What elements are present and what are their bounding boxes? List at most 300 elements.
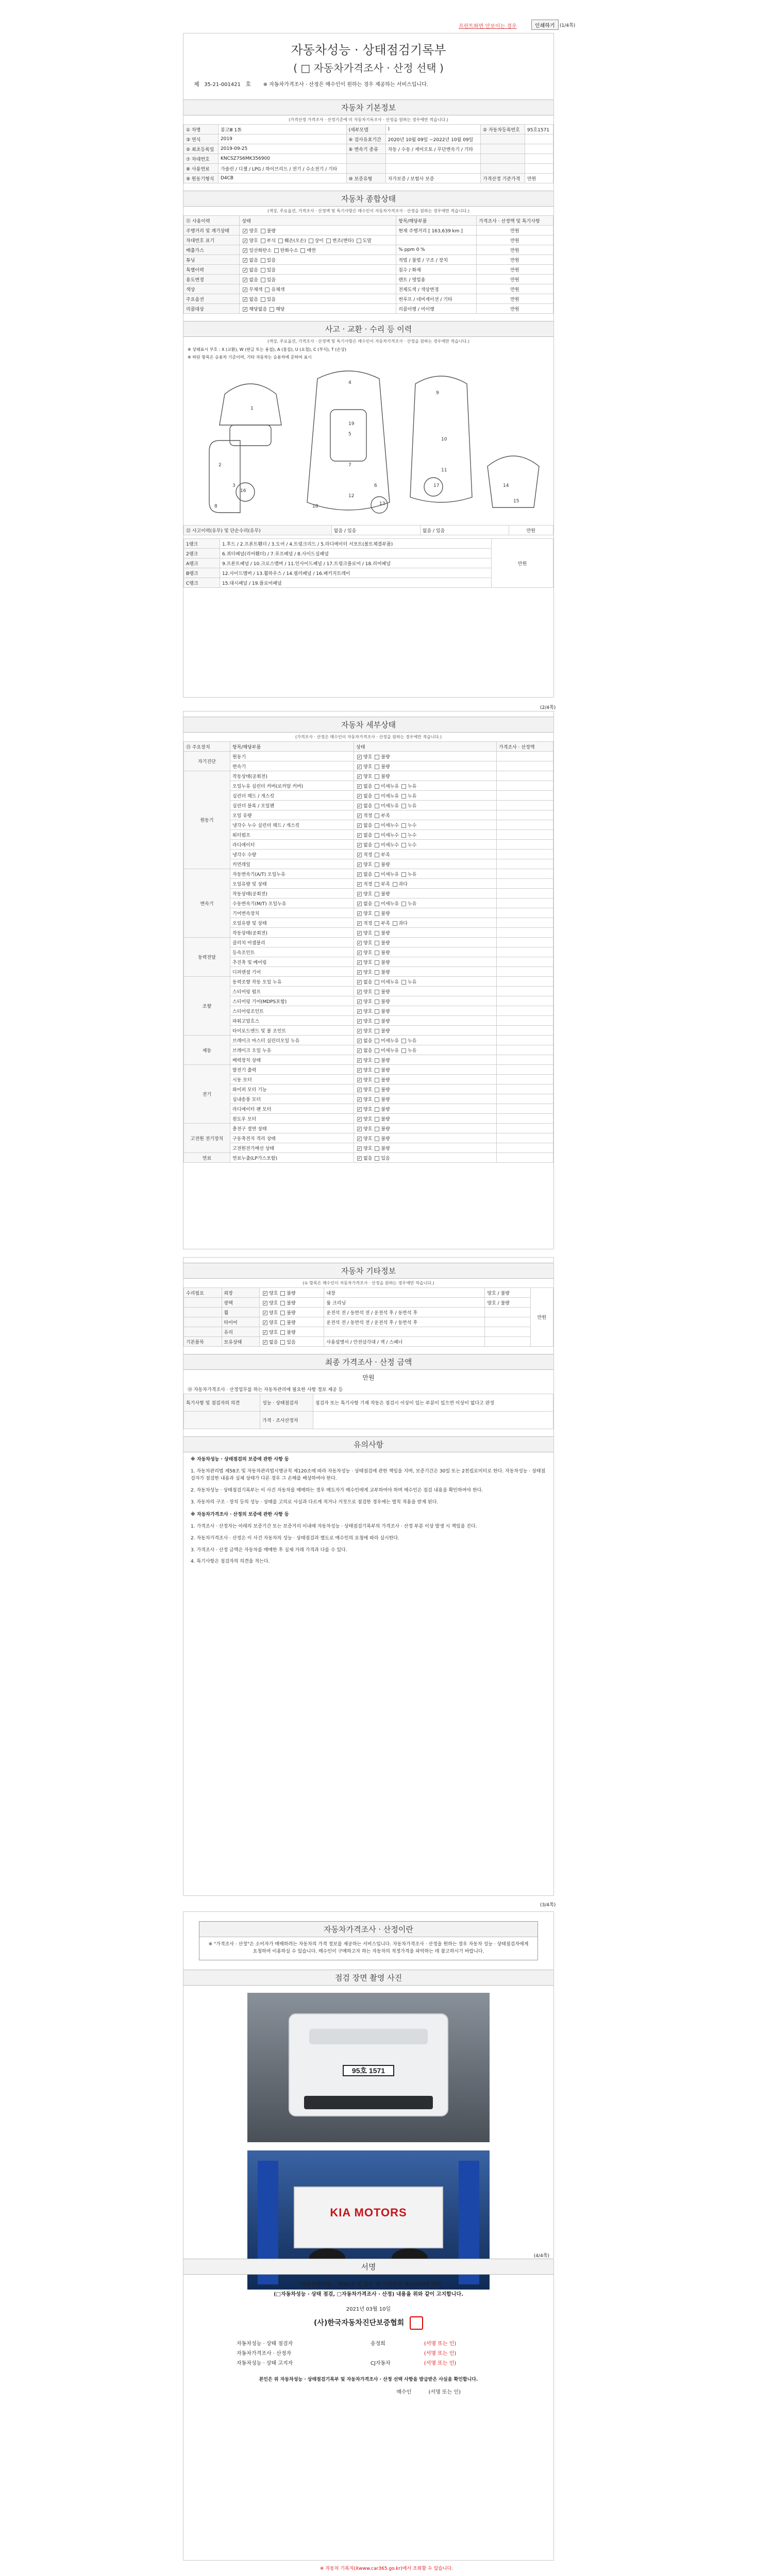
detail-row [184, 918, 553, 928]
parts-list: 9.프론트패널 / 10.크로스멤버 / 11.인사이드패널 / 17.트렁크플로어 / 18.리어패널 [220, 558, 492, 568]
detail-row [184, 996, 553, 1006]
detail-item: 변속기 [230, 761, 354, 771]
detail-row [184, 1036, 553, 1045]
detail-state: ✓ 양호 불량 [354, 947, 497, 957]
detail-row [184, 1153, 553, 1163]
basic-info-row [184, 134, 553, 144]
basic-info-cell: 자가보증 / 보험사 보증 [385, 174, 480, 183]
page-4 [183, 1911, 554, 2561]
print-button[interactable]: 인쇄하기 [531, 20, 559, 30]
diagram-part-label: 3 [232, 483, 236, 488]
detail-item: 실린더 블록 / 오일팬 [230, 801, 354, 810]
summary-item: 리콜대상 [184, 304, 240, 314]
signature-table [234, 2338, 502, 2367]
summary-item: 용도변경 [184, 275, 240, 284]
page-1 [183, 33, 554, 698]
etc-cell [485, 1308, 530, 1317]
summary-item: 배출가스 [184, 245, 240, 255]
detail-price [497, 957, 553, 967]
basic-info-cell: ⑨ 원동기형식 [184, 174, 219, 183]
basic-info-cell: ⑦ 차대번호 [184, 154, 219, 164]
checkbox [243, 297, 247, 302]
notice-p5: 2. 자동차가격조사 · 산정은 이 사건 자동차의 성능 · 상태점검과 별도로 매수인의 요청에 따라 실시한다. [191, 1535, 399, 1541]
car-diagram [194, 363, 543, 523]
detail-item: 기어변속장치 [230, 908, 354, 918]
detail-state: ✓ 없음 미세누유 누유 [354, 781, 497, 791]
detail-row [184, 899, 553, 908]
detail-row [184, 1133, 553, 1143]
checkbox [261, 297, 265, 302]
etc-cell [184, 1308, 222, 1317]
diagram-part-label: 19 [348, 421, 355, 427]
doc-number-suffix: 호 [245, 81, 251, 88]
org-name: (사)한국자동차진단보증협회 [314, 2319, 405, 2327]
checkbox [243, 239, 247, 243]
checkbox [357, 755, 362, 759]
detail-item: 워터펌프 [230, 830, 354, 840]
detail-price [497, 1153, 553, 1163]
detail-item: 배력장치 상태 [230, 1055, 354, 1065]
detail-row [184, 1026, 553, 1036]
detail-header-row [184, 742, 553, 752]
checkbox [357, 1039, 362, 1043]
signature-cell [368, 2348, 422, 2358]
checkbox [357, 999, 362, 1004]
checkbox [357, 853, 362, 857]
basic-info-cell [385, 164, 480, 174]
basic-info-row [184, 154, 553, 164]
checkbox [375, 1029, 379, 1033]
checkbox [375, 1078, 379, 1082]
etc-cell: ✓ 양호 불량 [260, 1317, 324, 1327]
basic-info-cell: 95호1571 [525, 125, 553, 134]
checkbox [280, 1330, 285, 1335]
detail-group: 고전원 전기장치 [184, 1124, 230, 1153]
detail-state: ✓ 양호 불량 [354, 957, 497, 967]
checkbox [375, 1156, 379, 1161]
basic-info-cell: 2020년 10월 09일 ~2022년 10월 09일 [385, 134, 480, 144]
detail-price [497, 947, 553, 957]
etc-cell: 양호 / 불량 [485, 1288, 530, 1298]
checkbox [261, 239, 265, 243]
checkbox [261, 268, 265, 273]
detail-group: 변속기 [184, 869, 230, 938]
basic-info-cell [481, 134, 525, 144]
detail-price [497, 1094, 553, 1104]
detail-row [184, 889, 553, 899]
detail-table [183, 741, 553, 1163]
signature-confirm: 본인은 위 자동차성능 · 상태점검기록부 및 자동차가격조사 · 산정 선택 사항을 발급받은 사실을 확인합니다. [259, 2377, 478, 2382]
basic-info-cell: ⑥ 변속기 종류 [346, 144, 385, 154]
checkbox [375, 1107, 379, 1112]
detail-state: ✓ 양호 불량 [354, 1006, 497, 1016]
detail-row [184, 791, 553, 801]
checkbox [375, 882, 379, 887]
detail-price [497, 850, 553, 859]
etc-cell: 사용설명서 / 안전삼각대 / 잭 / 스패너 [324, 1337, 485, 1347]
detail-row [184, 781, 553, 791]
summary-state: ✓ 무채색 유채색 [240, 284, 396, 294]
detail-row [184, 1065, 553, 1075]
etc-row [184, 1317, 553, 1327]
summary-detail: 적법 / 불법 / 구조 / 장치 [396, 255, 477, 265]
detail-price [497, 879, 553, 889]
checkbox [357, 814, 362, 818]
diagram-part-label: 6 [374, 483, 377, 488]
detail-item: 등속조인트 [230, 947, 354, 957]
checkbox [357, 843, 362, 848]
checkbox [357, 1107, 362, 1112]
basic-info-cell [385, 154, 480, 164]
checkbox [375, 804, 379, 808]
detail-row [184, 977, 553, 987]
detail-price [497, 1075, 553, 1084]
basic-info-row [184, 144, 553, 154]
etc-cell: 보유상태 [222, 1337, 260, 1347]
etc-cell: 외장 [222, 1288, 260, 1298]
detail-item: 추진축 및 베어링 [230, 957, 354, 967]
detail-state: ✓ 적정 부족 [354, 810, 497, 820]
notice-title: 유의사항 [183, 1436, 553, 1452]
detail-state: ✓ 양호 불량 [354, 859, 497, 869]
detail-price [497, 761, 553, 771]
checkbox [375, 960, 379, 965]
basic-info-cell: 가솔린 / 디젤 / LPG / 하이브리드 / 전기 / 수소전기 / 기타 [218, 164, 346, 174]
accident-parts-table [183, 538, 553, 588]
basic-info-cell: (세부모델 [346, 125, 385, 134]
basic-info-cell: 2019-09-25 [218, 144, 346, 154]
checkbox [280, 1340, 285, 1345]
summary-detail: 리콜이행 / 미이행 [396, 304, 477, 314]
detail-row [184, 1006, 553, 1016]
detail-item: 오일유량 및 상태 [230, 918, 354, 928]
detail-row [184, 1114, 553, 1124]
summary-state: ✓ 없음 있음 [240, 255, 396, 265]
car-front-view [220, 384, 281, 425]
detail-price [497, 918, 553, 928]
basic-info-cell: 2019 [218, 134, 346, 144]
detail-row [184, 810, 553, 820]
summary-state: ✓ 양호 부식 훼손(오손) 상이 변조(변타) 도말 [240, 235, 396, 245]
final-cell: 특기사항 및 점검자의 의견 [184, 1394, 260, 1412]
diagram-part-label: 18 [312, 504, 318, 509]
final-row [184, 1394, 553, 1412]
diagram-part-label: 15 [513, 499, 519, 504]
detail-row [184, 869, 553, 879]
notice-p3: 3. 자동차의 구조 · 장치 등의 성능 · 상태를 고의로 사실과 다르게 적거나 거짓으로 점검한 경우에는 벌칙 적용을 받게 된다. [191, 1499, 439, 1505]
checkbox [357, 1127, 362, 1131]
etc-cell [184, 1327, 222, 1337]
basic-info-cell: D4CB [218, 174, 346, 183]
checkbox [375, 862, 379, 867]
checkbox [280, 1301, 285, 1306]
detail-state: ✓ 적정 부족 [354, 850, 497, 859]
checkbox [375, 1137, 379, 1141]
detail-item: 작동상태(공회전) [230, 771, 354, 781]
detail-group: 연료 [184, 1153, 230, 1163]
checkbox [357, 951, 362, 955]
detail-price [497, 1114, 553, 1124]
summary-detail: 침수 / 화재 [396, 265, 477, 275]
checkbox [375, 1127, 379, 1131]
basic-info-cell: ) [385, 125, 480, 134]
photo-title: 점검 장면 촬영 사진 [183, 1970, 553, 1986]
summary-price: 만원 [477, 275, 553, 284]
detail-row [184, 947, 553, 957]
detail-item: 라디에이터 [230, 840, 354, 850]
checkbox [375, 1088, 379, 1092]
checkbox [270, 307, 274, 312]
checkbox [243, 258, 247, 263]
signature-text-2: (□자동차성능 · 상태 점검, □자동차가격조사 · 산정) 내용을 위와 같이 고지합니다. [274, 2292, 463, 2297]
detail-state: ✓ 양호 불량 [354, 1075, 497, 1084]
car-top-view [307, 371, 390, 510]
checkbox [375, 774, 379, 779]
diagram-part-label: 4 [348, 380, 351, 385]
buyer-sign: (서명 또는 인) [428, 2389, 461, 2395]
etc-cell [485, 1317, 530, 1327]
detail-header: ⑬ 주요장치 [184, 742, 230, 752]
checkbox [401, 804, 406, 808]
footer-note: ※ 자동차 기록지(Xwww.car365.go.kr)에서 조회할 수 있습니다. [320, 2566, 453, 2571]
detail-group: 동력전달 [184, 938, 230, 977]
detail-item: 실내송풍 모터 [230, 1094, 354, 1104]
etc-cell [184, 1317, 222, 1327]
history-repair: 없음 / 있음 [420, 526, 509, 535]
detail-row [184, 1104, 553, 1114]
etc-cell: 휠 [222, 1308, 260, 1317]
basic-info-cell [481, 144, 525, 154]
signature-section [183, 2252, 553, 2395]
detail-item: 오일 유량 [230, 810, 354, 820]
checkbox [243, 278, 247, 282]
checkbox [357, 239, 361, 243]
etc-cell: 양호 / 불량 [485, 1298, 530, 1308]
detail-state: ✓ 양호 불량 [354, 1084, 497, 1094]
detail-row [184, 771, 553, 781]
diagram-part-label: 5 [348, 432, 351, 437]
detail-state: ✓ 양호 불량 [354, 928, 497, 938]
notice-p2: 2. 자동차성능 · 상태점검기록부는 이 사건 자동차를 매매하는 경우 매도자가 매수인에게 교부하여야 하며 매수인은 점검 내용을 확인하여야 한다. [191, 1487, 483, 1493]
detail-row [184, 1055, 553, 1065]
summary-row [184, 275, 553, 284]
detail-item: 발전기 출력 [230, 1065, 354, 1075]
summary-row [184, 226, 553, 235]
checkbox [375, 1068, 379, 1073]
summary-row [184, 304, 553, 314]
detail-state: ✓ 양호 불량 [354, 771, 497, 781]
signature-cell: 자동차성능 · 상태 고지자 [237, 2361, 293, 2366]
detail-price [497, 889, 553, 899]
detail-price [497, 869, 553, 879]
checkbox [375, 931, 379, 936]
basic-info-cell: 봉고Ⅲ 1톤 [218, 125, 346, 134]
detail-price [497, 840, 553, 850]
detail-state: ✓ 양호 불량 [354, 908, 497, 918]
detail-state: ✓ 없음 미세누유 누유 [354, 899, 497, 908]
page-3-indicator: (3/4쪽) [540, 1903, 556, 1908]
etc-cell: ✓ 양호 불량 [260, 1308, 324, 1317]
signature-org [183, 2312, 553, 2330]
summary-detail: 렌트 / 영업용 [396, 275, 477, 284]
detail-price [497, 801, 553, 810]
detail-row [184, 1124, 553, 1133]
summary-price: 만원 [477, 304, 553, 314]
print-help-link[interactable]: 프린트화면 안보이는 경우 [459, 24, 517, 29]
info-title: 자동차가격조사 · 산정이란 [199, 1922, 537, 1937]
detail-item: 스티어링 펌프 [230, 987, 354, 996]
checkbox [274, 248, 279, 253]
detail-price [497, 1124, 553, 1133]
checkbox [375, 814, 379, 818]
parts-rank: 2랭크 [184, 549, 220, 558]
checkbox [357, 823, 362, 828]
detail-item: 시동 모터 [230, 1075, 354, 1084]
summary-state: ✓ 양호 불량 [240, 226, 396, 235]
basic-info-cell: ⑧ 사용연료 [184, 164, 219, 174]
parts-list: 6.쿼터패널(리어휀더) / 7.루프패널 / 8.사이드실패널 [220, 549, 492, 558]
signature-row [234, 2358, 502, 2367]
basic-info-cell: KNCSZ7S6MK356900 [218, 154, 346, 164]
accident-title: 사고 · 교환 · 수리 등 이력 [183, 321, 553, 337]
detail-state: ✓ 양호 불량 [354, 761, 497, 771]
checkbox [357, 882, 362, 887]
detail-item: 스티어링조인트 [230, 1006, 354, 1016]
summary-table [183, 215, 553, 314]
summary-item: 주요옵션 [184, 294, 240, 304]
detail-header: 가격조사 · 산정액 [497, 742, 553, 752]
checkbox [401, 980, 406, 985]
detail-row [184, 801, 553, 810]
diagram-part-label: 7 [348, 463, 351, 468]
basic-info-cell [481, 154, 525, 164]
checkbox [357, 921, 362, 926]
detail-state: ✓ 양호 불량 [354, 938, 497, 947]
checkbox [357, 1078, 362, 1082]
detail-row [184, 830, 553, 840]
summary-state: ✓ 없음 있음 [240, 275, 396, 284]
summary-row [184, 284, 553, 294]
basic-info-cell [481, 164, 525, 174]
detail-price [497, 859, 553, 869]
checkbox [261, 278, 265, 282]
checkbox [393, 921, 397, 926]
detail-state: ✓ 양호 불량 [354, 967, 497, 977]
etc-cell: 광택 [222, 1298, 260, 1308]
checkbox [357, 970, 362, 975]
detail-item: 연료누출(LP가스포함) [230, 1153, 354, 1163]
parts-row [184, 539, 553, 549]
parts-list: 1.후드 / 2.프론트휀더 / 3.도어 / 4.트렁크리드 / 5.라디에이터 서포트(볼트체결부품) [220, 539, 492, 549]
basic-info-table [183, 124, 553, 183]
checkbox [375, 999, 379, 1004]
parts-rank: 1랭크 [184, 539, 220, 549]
checkbox [401, 1048, 406, 1053]
detail-price [497, 1036, 553, 1045]
etc-cell [184, 1298, 222, 1308]
detail-state: ✓ 양호 불량 [354, 1104, 497, 1114]
parts-rank: A랭크 [184, 558, 220, 568]
basic-info-cell: ④ 검사유효기간 [346, 134, 385, 144]
etc-cell: ✓ 없음 있음 [260, 1337, 324, 1347]
checkbox [263, 1291, 267, 1296]
checkbox [375, 765, 379, 769]
detail-state: ✓ 양호 불량 [354, 1055, 497, 1065]
checkbox [357, 1156, 362, 1161]
checkbox [357, 1009, 362, 1014]
detail-state: ✓ 양호 불량 [354, 996, 497, 1006]
buyer-label: 매수인 [396, 2389, 412, 2395]
detail-price [497, 1055, 553, 1065]
detail-item: 파워고압호스 [230, 1016, 354, 1026]
detail-price [497, 928, 553, 938]
checkbox [375, 1146, 379, 1151]
etc-note: (① 항목은 매수인이 자동차가격조사 · 산정을 원하는 경우에만 적습니다.) [303, 1281, 434, 1285]
detail-state: ✓ 없음 미세누유 누유 [354, 869, 497, 879]
document-header [183, 33, 553, 88]
signature-cell: (서명 또는 인) [424, 2351, 457, 2357]
checkbox [309, 239, 313, 243]
checkbox [375, 951, 379, 955]
checkbox [401, 902, 406, 906]
detail-price [497, 1016, 553, 1026]
checkbox [375, 1009, 379, 1014]
checkbox [357, 1068, 362, 1073]
checkbox [375, 784, 379, 789]
checkbox [263, 1340, 267, 1345]
document-subtitle: ( □ 자동차가격조사 · 산정 선택 ) [293, 62, 444, 74]
summary-state: ✓ 없음 있음 [240, 294, 396, 304]
etc-row [184, 1298, 553, 1308]
detail-row [184, 859, 553, 869]
checkbox [375, 980, 379, 985]
basic-info-cell [525, 154, 553, 164]
accident-history-table [183, 525, 553, 535]
parts-list: 12.사이드멤버 / 13.휠하우스 / 14.필러패널 / 16.패키지트레이 [220, 568, 492, 578]
etc-cell: ✓ 양호 불량 [260, 1327, 324, 1337]
checkbox [263, 1330, 267, 1335]
detail-item: 구동축전지 격리 상태 [230, 1133, 354, 1143]
summary-detail [396, 235, 477, 245]
checkbox [375, 755, 379, 759]
final-table [183, 1394, 553, 1429]
page-2-indicator: (2/4쪽) [540, 705, 556, 710]
diagram-part-label: 16 [240, 488, 246, 494]
detail-item: 커먼레일 [230, 859, 354, 869]
detail-group: 자기진단 [184, 752, 230, 771]
checkbox [261, 229, 265, 233]
detail-item: 작동상태(공회전) [230, 889, 354, 899]
signature-text-1: 「자동차관리법」 제58조 및 같은 법 시행규칙 제120조에 따라 [295, 2282, 442, 2287]
etc-cell [485, 1337, 530, 1347]
checkbox [401, 784, 406, 789]
etc-cell: 타이어 [222, 1317, 260, 1327]
etc-cell: 운전석 전 / 동반석 전 / 운전석 후 / 동반석 후 [324, 1317, 485, 1327]
detail-price [497, 996, 553, 1006]
checkbox [357, 1117, 362, 1122]
notice-p7: 4. 특기사항은 점검자의 의견을 적는다. [191, 1559, 270, 1565]
info-text: ※ "가격조사 · 산정"은 소비자가 매매하려는 자동차의 가격 정보를 제공하는 서비스입니다. 자동차가격조사 · 산정을 원하는 경우 자동차 성능 · 상태점검자에게 요청하여 이용하실 수 있습니다. 매수인이 구매하고자 하는 자동차의 적정가격을 파악하는 데 참고하시기 바랍니다. [208, 1942, 529, 1954]
org-seal [410, 2316, 423, 2330]
checkbox [357, 1029, 362, 1033]
detail-price [497, 938, 553, 947]
history-accident: 없음 / 있음 [331, 526, 420, 535]
etc-cell [485, 1327, 530, 1337]
detail-state: ✓ 양호 불량 [354, 1026, 497, 1036]
signature-row [234, 2348, 502, 2358]
parts-rank: B랭크 [184, 568, 220, 578]
car-left-side [209, 440, 240, 513]
